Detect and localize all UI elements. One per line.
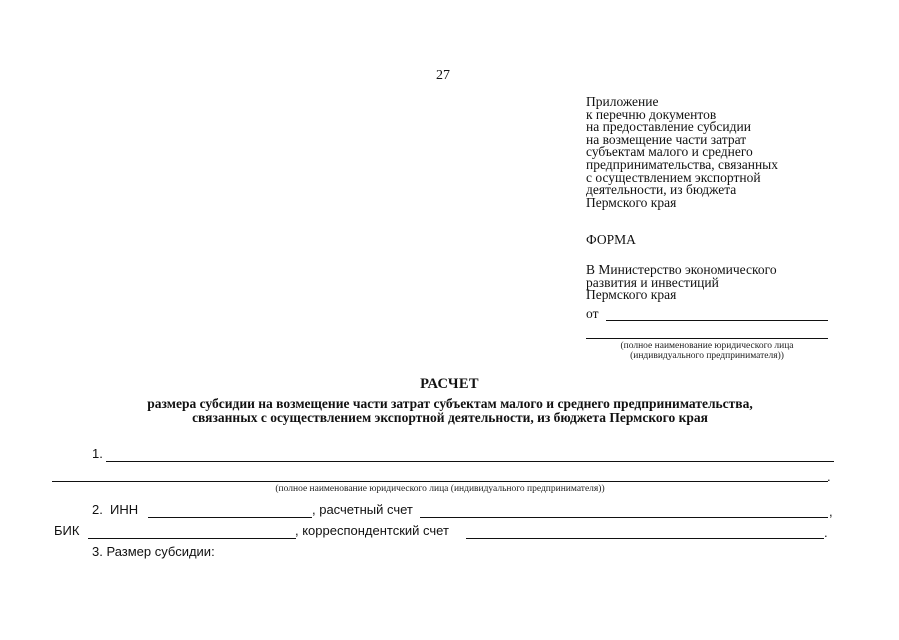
form-label: ФОРМА (586, 232, 636, 247)
line2-end-punct: , (829, 504, 833, 519)
page-number: 27 (436, 68, 450, 83)
from-note (586, 341, 828, 361)
bik-field[interactable] (88, 538, 296, 539)
addressee-block (586, 264, 777, 302)
appendix-line: деятельности, из бюджета (586, 182, 737, 198)
corr-label: , корреспондентский счет (295, 523, 449, 538)
item1-fill-line[interactable] (106, 461, 834, 462)
appendix-line: Пермского края (586, 194, 677, 210)
account-label: , расчетный счет (312, 502, 413, 517)
document-subtitle (60, 397, 840, 424)
appendix-line: с осуществлением экспортной (586, 169, 761, 185)
appendix-line: Приложение (586, 94, 659, 109)
appendix-line: на предоставление субсидии (586, 119, 751, 135)
from-fill-line-2[interactable] (586, 338, 828, 339)
item1-number: 1. (92, 446, 103, 461)
from-label: от (586, 306, 599, 321)
item3-text: 3. Размер субсидии: (92, 544, 215, 559)
appendix-block (586, 96, 778, 209)
from-fill-line[interactable] (606, 320, 828, 321)
subtitle-line: размера субсидии на возмещение части затрат субъектам малого и среднего предпринимательства, (147, 396, 753, 411)
addressee-line: В Министерство экономического (586, 262, 777, 277)
account-field[interactable] (420, 517, 828, 518)
addressee-line: Пермского края (586, 287, 677, 303)
document-title: РАСЧЕТ (420, 376, 479, 392)
appendix-line: субъектам малого и среднего (586, 144, 753, 160)
appendix-line: на возмещение части затрат (586, 131, 747, 147)
line3-end-punct: . (824, 525, 828, 540)
from-note-line: (индивидуального предпринимателя)) (630, 351, 784, 361)
item1-fill-line-2[interactable] (52, 481, 828, 482)
inn-field[interactable] (148, 517, 312, 518)
bik-label: БИК (54, 523, 80, 538)
appendix-line: предпринимательства, связанных (586, 156, 779, 172)
from-note-line: (полное наименование юридического лица (620, 341, 794, 351)
item1-end-punct: . (827, 469, 831, 484)
addressee-line: развития и инвестиций (586, 274, 719, 290)
subtitle-line: связанных с осуществлением экспортной деятельности, из бюджета Пермского края (192, 409, 708, 425)
item2-number: 2. (92, 502, 103, 517)
corr-account-field[interactable] (466, 538, 824, 539)
appendix-line: к перечню документов (586, 106, 717, 122)
item1-note: (полное наименование юридического лица (индивидуального предпринимателя)) (275, 484, 605, 494)
inn-label: ИНН (110, 502, 139, 517)
